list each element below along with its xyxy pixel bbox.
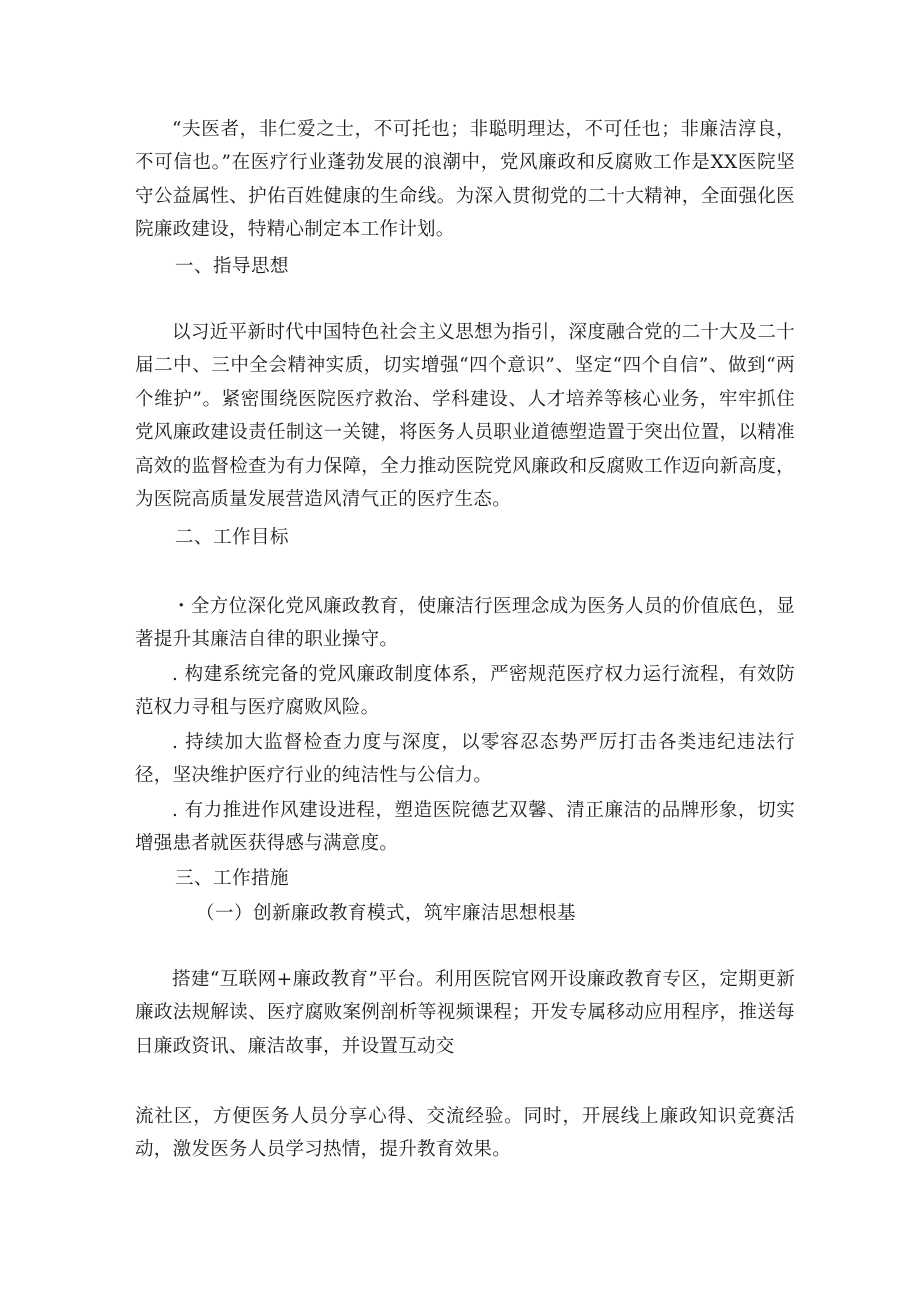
section-heading-work-measures: 三、工作措施: [175, 868, 290, 889]
goal-item: . 构建系统完备的党风廉政制度体系，严密规范医疗权力运行流程，有效防范权力寻租与医疗腐败风险。: [135, 664, 795, 719]
goal-item: ・全方位深化党风廉政教育，使廉洁行医理念成为医务人员的价值底色，显著提升其廉洁自律的职业操守。: [135, 596, 795, 651]
goal-item: . 持续加大监督检查力度与深度，以零容忍态势严厉打击各类违纪违法行径，坚决维护医疗行业的纯洁性与公信力。: [135, 732, 795, 787]
section-heading-guiding-thought: 一、指导思想: [175, 256, 290, 277]
guiding-thought-paragraph: 以习近平新时代中国特色社会主义思想为指引，深度融合党的二十大及二十届二中、三中全会精神实质，切实增强“四个意识”、坚定“四个自信”、做到“两个维护”。紧密围绕医院医疗救治、学科建设、人才培养等核心业务，牢牢抓住党风廉政建设责任制这一关键，将医务人员职业道德塑造置于突出位置，以精准高效的监督检查为有力保障，全力推动医院党风廉政和反腐败工作迈向新高度，为医院高质量发展营造风清气正的医疗生态。: [135, 322, 795, 511]
measure-paragraph-continued: 流社区，方便医务人员分享心得、交流经验。同时，开展线上廉政知识竞赛活动，激发医务人员学习热情，提升教育效果。: [135, 1106, 795, 1161]
measure-paragraph: 搭建“互联网+廉政教育”平台。利用医院官网开设廉政教育专区，定期更新廉政法规解读、医疗腐败案例剖析等视频课程；开发专属移动应用程序，推送每日廉政资讯、廉洁故事，并设置互动交: [135, 969, 795, 1057]
intro-paragraph: “夫医者，非仁爱之士，不可托也；非聪明理达，不可任也；非廉洁淳良，不可信也。”在医疗行业蓬勃发展的浪潮中，党风廉政和反腐败工作是XX医院坚守公益属性、护佑百姓健康的生命线。为深入贯彻党的二十大精神，全面强化医院廉政建设，特精心制定本工作计划。: [135, 119, 795, 241]
section-heading-work-goals: 二、工作目标: [175, 527, 290, 548]
goal-item: . 有力推进作风建设进程，塑造医院德艺双馨、清正廉洁的品牌形象，切实增强患者就医获得感与满意度。: [135, 800, 795, 855]
subsection-heading-education: （一）创新廉政教育模式，筑牢廉洁思想根基: [196, 903, 577, 924]
